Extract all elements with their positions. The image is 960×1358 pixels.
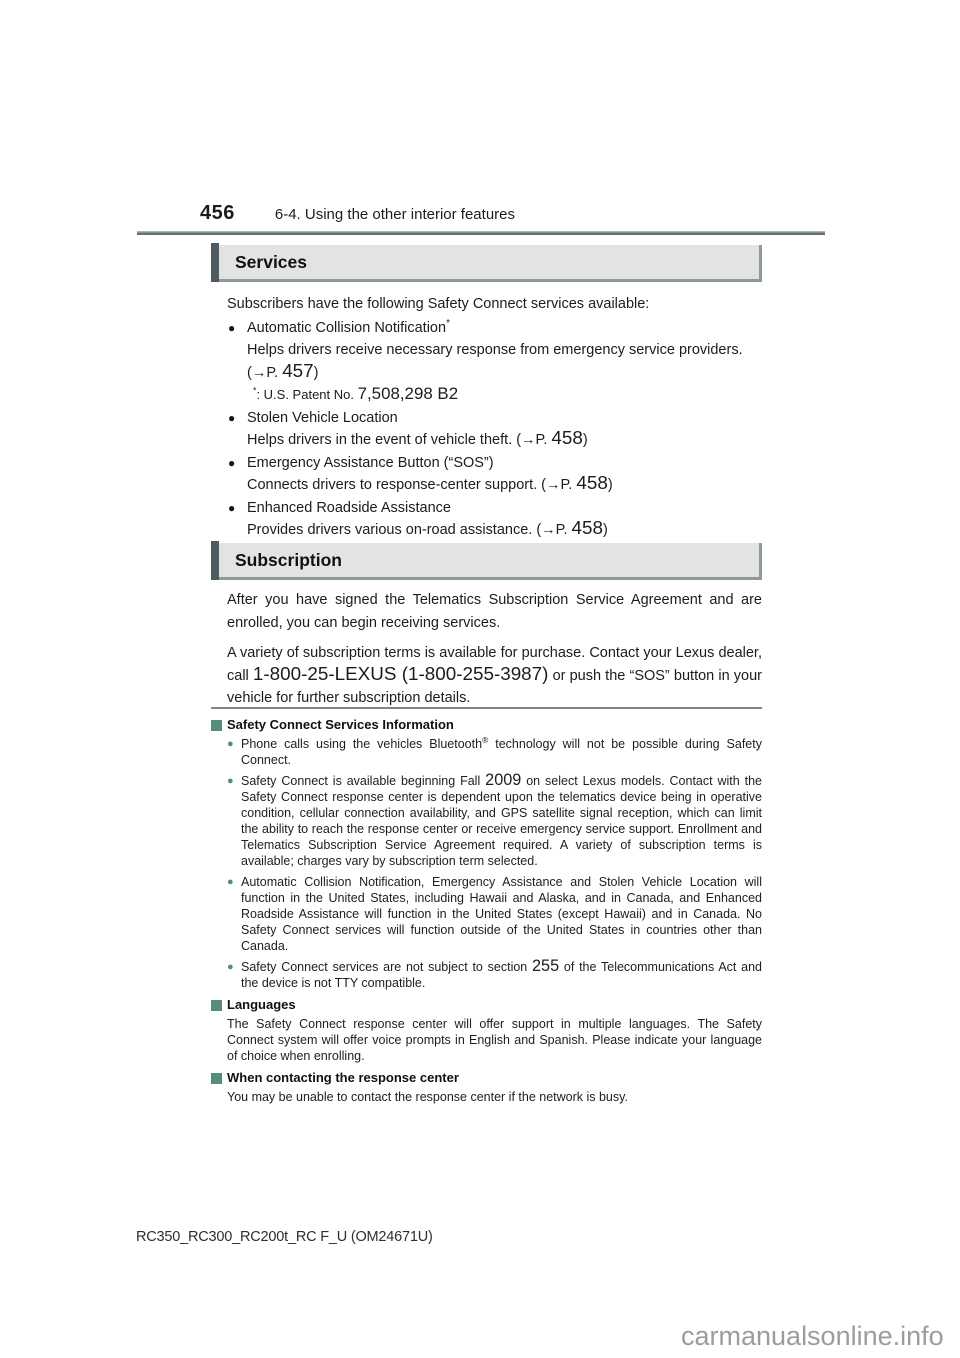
- watermark: carmanualsonline.info: [681, 1321, 944, 1351]
- square-marker-icon: [211, 1073, 222, 1084]
- bullet-icon: ●: [228, 500, 236, 515]
- subscription-paragraph: A variety of subscription terms is available for purchase. Contact your Lexus dealer, call 1-800-25-LEXUS (1-800-255-3987) or push the “SOS” button in your vehicle for further subscription details.: [227, 645, 763, 706]
- info-section: [211, 717, 762, 1110]
- service-item-desc: Helps drivers in the event of vehicle theft. (→P. 458): [247, 427, 588, 448]
- section-accent-bar: [211, 541, 219, 580]
- response-center-paragraph: You may be unable to contact the response center if the network is busy.: [227, 1090, 628, 1104]
- bullet-icon: ●: [227, 775, 234, 787]
- bullet-icon: ●: [227, 961, 234, 973]
- services-body: [227, 293, 762, 542]
- page-header: [200, 202, 515, 225]
- response-center-heading: When contacting the response center: [211, 1070, 762, 1086]
- subscription-paragraph: After you have signed the Telematics Subscription Service Agreement and are enrolled, you can begin receiving services.: [227, 592, 762, 631]
- services-list: [227, 317, 762, 542]
- service-item-desc: Provides drivers various on-road assistance. (→P. 458): [247, 517, 608, 538]
- service-item-title: Enhanced Roadside Assistance: [247, 499, 451, 516]
- page-reference: (→P. 457): [247, 359, 319, 381]
- service-item: [227, 317, 762, 407]
- header-rule: [137, 231, 825, 235]
- info-bullet: ● Automatic Collision Notification, Emergency Assistance and Stolen Vehicle Location will function in the United States, including Hawaii and Alaska, and in Canada, and Enhanced Roadside Assistance will function in the United States (except Hawaii) and in Canada. No Safety Connect services will function outside of the United States in countries other than Canada.: [227, 875, 762, 953]
- service-item-title: Emergency Assistance Button (“SOS”): [247, 454, 494, 471]
- section-accent-bar: [211, 243, 219, 282]
- subscription-section-bar: [219, 543, 762, 580]
- info-list: [211, 736, 762, 991]
- info-heading: Safety Connect Services Information: [211, 717, 762, 733]
- service-item: [227, 497, 762, 542]
- service-item-desc: Connects drivers to response-center support. (→P. 458): [247, 472, 613, 493]
- bullet-icon: ●: [227, 738, 234, 750]
- service-item-title: Stolen Vehicle Location: [247, 409, 398, 426]
- document-footer: RC350_RC300_RC200t_RC F_U (OM24671U): [136, 1229, 433, 1245]
- services-section-bar: [219, 245, 762, 282]
- info-bullet: ● Phone calls using the vehicles Bluetooth® technology will not be possible during Safety Connect.: [227, 734, 762, 767]
- bullet-icon: ●: [228, 320, 236, 335]
- chapter-title: 6-4. Using the other interior features: [274, 206, 515, 223]
- services-intro: Subscribers have the following Safety Connect services available:: [227, 296, 650, 312]
- service-item-desc: Helps drivers receive necessary response from emergency service providers.: [247, 342, 743, 358]
- subscription-section-title: Subscription: [235, 550, 342, 570]
- info-bullet: ● Safety Connect is available beginning Fall 2009 on select Lexus models. Contact with the Safety Connect response center is dependent upon the telematics device being in operative condition, cellular connection availability, and GPS satellite signal reception, which can limit the ability to reach the response center or receive emergency service support. Enrollment and Telematics Subscription Service Agreement required. A variety of subscription terms is available; charges vary by subscription term selected.: [227, 771, 763, 868]
- bullet-icon: ●: [228, 455, 236, 470]
- languages-paragraph: The Safety Connect response center will offer support in multiple languages. The Safety Connect system will offer voice prompts in English and Spanish. Please indicate your language of choice when enrolling.: [227, 1017, 762, 1063]
- service-item: [227, 407, 762, 452]
- service-item-title: Automatic Collision Notification*: [247, 317, 450, 336]
- service-item: [227, 452, 762, 497]
- languages-heading: Languages: [211, 997, 762, 1013]
- bullet-icon: ●: [228, 410, 236, 425]
- services-section-title: Services: [235, 252, 308, 272]
- square-marker-icon: [211, 720, 222, 731]
- patent-footnote: *: U.S. Patent No. 7,508,298 B2: [253, 384, 459, 403]
- info-bullet: ● Safety Connect services are not subject to section 255 of the Telecommunications Act and the device is not TTY compatible.: [227, 957, 762, 990]
- square-marker-icon: [211, 1000, 222, 1011]
- bullet-icon: ●: [227, 876, 234, 888]
- subscription-body: [227, 589, 762, 710]
- page-number: 456: [200, 202, 235, 224]
- section-divider: [211, 707, 762, 709]
